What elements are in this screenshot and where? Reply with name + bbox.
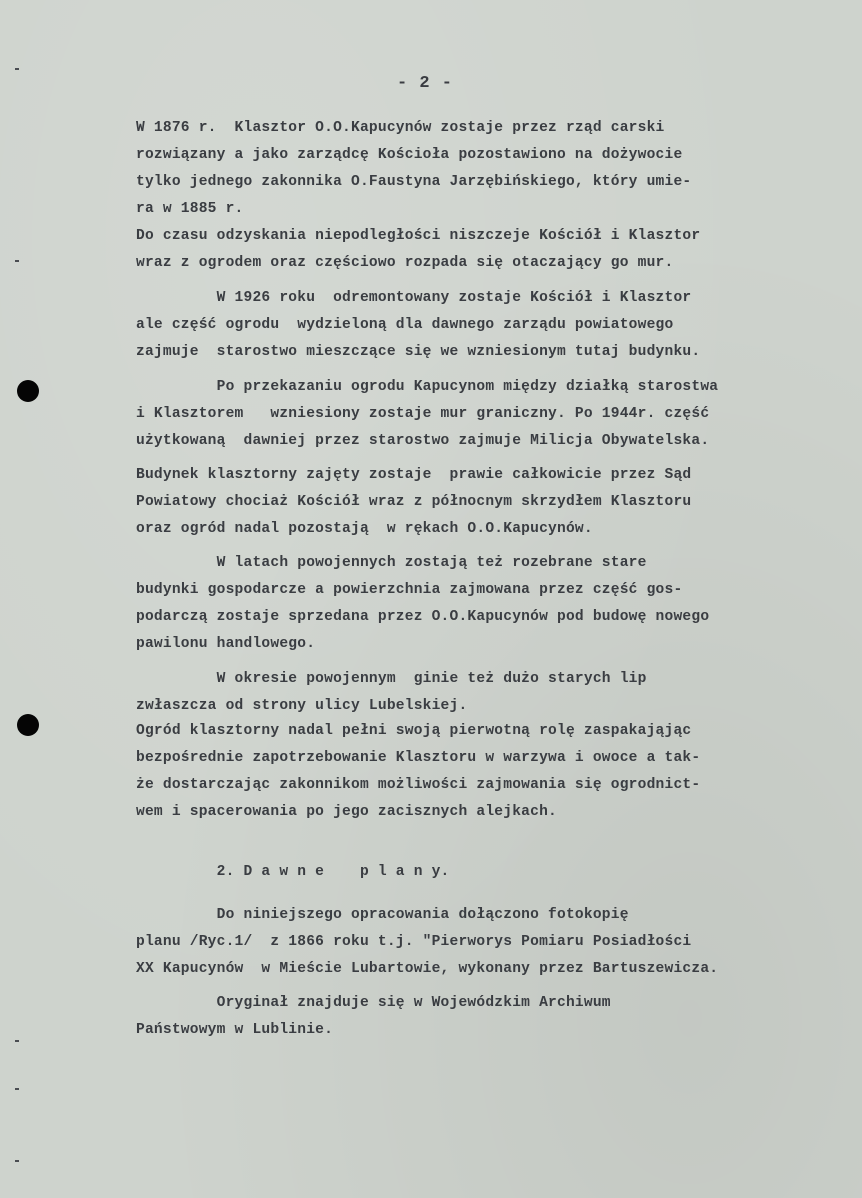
margin-mark <box>15 1160 19 1162</box>
text-line: W 1876 r. Klasztor O.O.Kapucynów zostaje przez rząd carski <box>136 120 665 136</box>
text-line: wem i spacerowania po jego zacisznych alejkach. <box>136 804 558 820</box>
text-line: XX Kapucynów w Mieście Lubartowie, wykonany przez Bartuszewicza. <box>136 961 719 977</box>
text-line: W okresie powojennym ginie też dużo starych lip <box>136 671 647 687</box>
text-line: ale część ogrodu wydzieloną dla dawnego zarządu powiatowego <box>136 317 674 333</box>
text-line: zajmuje starostwo mieszczące się we wzniesionym tutaj budynku. <box>136 344 701 360</box>
margin-mark <box>15 68 19 70</box>
section-heading: 2. D a w n e p l a n y. <box>136 864 450 880</box>
punch-hole-lower <box>17 714 39 736</box>
text-line: oraz ogród nadal pozostają w rękach O.O.Kapucynów. <box>136 521 593 537</box>
text-line: ra w 1885 r. <box>136 201 244 217</box>
text-line: podarczą zostaje sprzedana przez O.O.Kapucynów pod budowę nowego <box>136 609 710 625</box>
punch-hole-upper <box>17 380 39 402</box>
text-line: Państwowym w Lublinie. <box>136 1022 334 1038</box>
text-line: Do niniejszego opracowania dołączono fotokopię <box>136 907 629 923</box>
text-line: wraz z ogrodem oraz częściowo rozpada się otaczający go mur. <box>136 255 674 271</box>
text-line: użytkowaną dawniej przez starostwo zajmuje Milicja Obywatelska. <box>136 433 710 449</box>
text-line: i Klasztorem wzniesiony zostaje mur graniczny. Po 1944r. część <box>136 406 710 422</box>
text-line: Powiatowy chociaż Kościół wraz z północnym skrzydłem Klasztoru <box>136 494 692 510</box>
margin-mark <box>15 1040 19 1042</box>
text-line: rozwiązany a jako zarządcę Kościoła pozostawiono na dożywocie <box>136 147 683 163</box>
text-line: bezpośrednie zapotrzebowanie Klasztoru w warzywa i owoce a tak- <box>136 750 701 766</box>
text-line: W latach powojennych zostają też rozebrane stare <box>136 555 647 571</box>
text-line: zwłaszcza od strony ulicy Lubelskiej. <box>136 698 468 714</box>
text-line: Oryginał znajduje się w Wojewódzkim Archiwum <box>136 995 611 1011</box>
text-line: tylko jednego zakonnika O.Faustyna Jarzębińskiego, który umie- <box>136 174 692 190</box>
text-line: W 1926 roku odremontowany zostaje Kościół i Klasztor <box>136 290 692 306</box>
text-line: Ogród klasztorny nadal pełni swoją pierwotną rolę zaspakająjąc <box>136 723 692 739</box>
text-line: Po przekazaniu ogrodu Kapucynom między działką starostwa <box>136 379 719 395</box>
margin-mark <box>15 260 19 262</box>
text-line: planu /Ryc.1/ z 1866 roku t.j. "Pierworys Pomiaru Posiadłości <box>136 934 692 950</box>
text-line: budynki gospodarcze a powierzchnia zajmowana przez część gos- <box>136 582 683 598</box>
text-line: że dostarczając zakonnikom możliwości zajmowania się ogrodnict- <box>136 777 701 793</box>
text-line: Do czasu odzyskania niepodległości niszczeje Kościół i Klasztor <box>136 228 701 244</box>
text-line: pawilonu handlowego. <box>136 636 316 652</box>
page-number: - 2 - <box>396 74 453 93</box>
margin-mark <box>15 1088 19 1090</box>
text-line: Budynek klasztorny zajęty zostaje prawie całkowicie przez Sąd <box>136 467 692 483</box>
